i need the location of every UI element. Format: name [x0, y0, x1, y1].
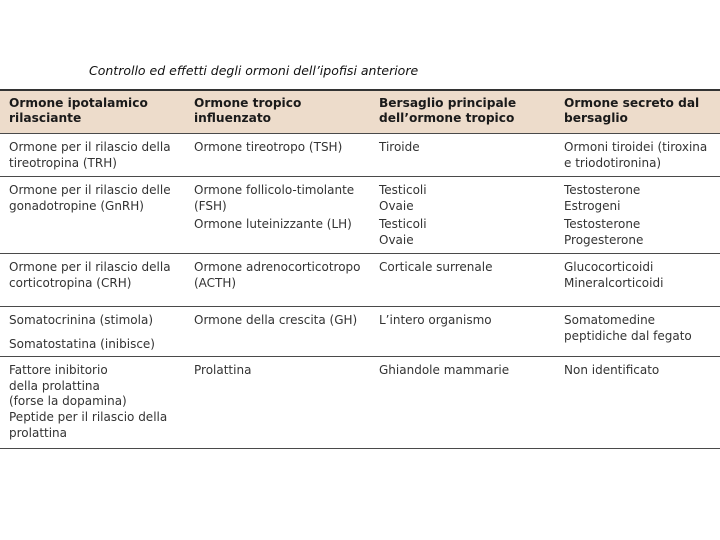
- cell-secreted: Ormoni tiroidei (tiroxina e triodotironina): [556, 134, 720, 177]
- table-row: [0, 410, 720, 449]
- table-body: [0, 134, 720, 449]
- table-row: [0, 217, 720, 254]
- header-secreted: Ormone secreto dal bersaglio: [564, 96, 700, 125]
- cell-secreted: Testosterone Progesterone: [564, 217, 644, 247]
- cell-tropic: Ormone adrenocorticotropo (ACTH): [186, 254, 371, 307]
- cell-target: Ghiandole mammarie: [371, 357, 556, 411]
- cell-target: [371, 410, 556, 449]
- cell-secreted: Glucocorticoidi Mineralcorticoidi: [556, 254, 720, 307]
- cell-target: Testicoli Ovaie: [379, 217, 427, 247]
- table-row: [0, 134, 720, 177]
- table-row: [0, 357, 720, 411]
- cell-tropic: Ormone follicolo-timolante (FSH): [186, 177, 371, 218]
- cell-secreted: Somatomedine peptidiche dal fegato: [556, 307, 720, 357]
- table-row: [0, 254, 720, 307]
- header-tropic: Ormone tropico influenzato: [194, 96, 302, 125]
- cell-secreted: Non identificato: [556, 357, 720, 411]
- cell-hypothalamic: Somatocrinina (stimola): [0, 307, 186, 338]
- cell-hypothalamic: Ormone per il rilascio delle gonadotropine (GnRH): [0, 177, 186, 218]
- cell-hypothalamic: Somatostatina (inibisce): [9, 337, 155, 351]
- table-row: [0, 177, 720, 218]
- cell-hypothalamic: Ormone per il rilascio della tireotropina (TRH): [0, 134, 186, 177]
- cell-target: Testicoli Ovaie: [371, 177, 556, 218]
- cell-hypothalamic: Peptide per il rilascio della prolattina: [0, 410, 186, 449]
- cell-hypothalamic: Ormone per il rilascio della corticotropina (CRH): [0, 254, 186, 307]
- cell-target: Tiroide: [371, 134, 556, 177]
- cell-target: Corticale surrenale: [371, 254, 556, 307]
- cell-secreted: [556, 410, 720, 449]
- cell-hypothalamic: Fattore inibitorio della prolattina (forse la dopamina): [0, 357, 186, 411]
- table-title: Controllo ed effetti degli ormoni dell’ipofisi anteriore: [89, 63, 419, 78]
- header-row: [0, 90, 720, 134]
- table-header: [0, 90, 720, 134]
- cell-hypothalamic: [0, 217, 186, 254]
- hormone-table: [0, 89, 720, 449]
- header-hypothalamic: Ormone ipotalamico rilasciante: [9, 96, 148, 125]
- cell-secreted: Testosterone Estrogeni: [556, 177, 720, 218]
- header-target: Bersaglio principale dell’ormone tropico: [379, 96, 517, 125]
- cell-tropic: Prolattina: [186, 357, 371, 411]
- cell-target: L’intero organismo: [371, 307, 556, 338]
- table-row: [0, 307, 720, 338]
- cell-tropic: [186, 410, 371, 449]
- cell-target: [371, 337, 556, 357]
- cell-tropic: [186, 337, 371, 357]
- cell-tropic: Ormone luteinizzante (LH): [194, 217, 352, 231]
- cell-tropic: Ormone tireotropo (TSH): [186, 134, 371, 177]
- cell-tropic: Ormone della crescita (GH): [186, 307, 371, 338]
